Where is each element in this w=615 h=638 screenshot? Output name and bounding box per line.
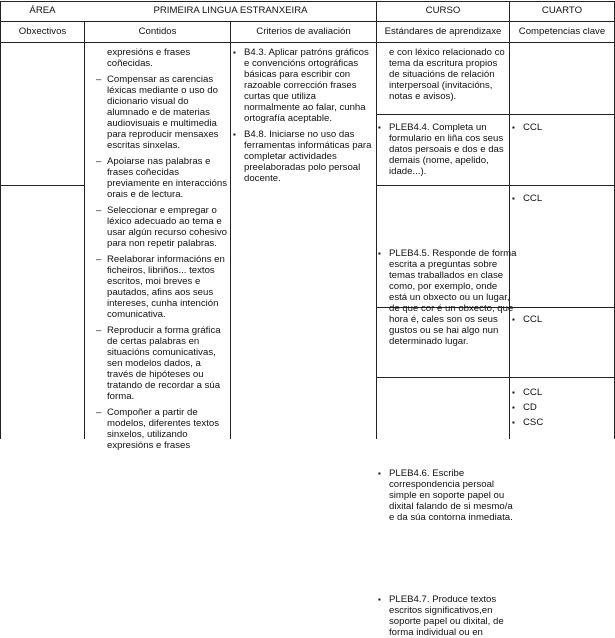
competence-item: ▪ CSC	[512, 415, 612, 430]
competence-item: ▪ CCL	[512, 122, 612, 133]
competence-item: ▪ CD	[512, 400, 612, 415]
rule-col4	[509, 1, 510, 439]
contents-cell	[96, 47, 228, 451]
rule-col2	[230, 21, 231, 439]
area-value: PRIMEIRA LINGUA ESTRANXEIRA	[153, 5, 308, 16]
competence-item: ▪ CCL	[512, 385, 612, 400]
competences-cell	[512, 193, 612, 204]
contents-item: – Reproducir a forma gráfica de certas palabras en situacións comunicativas, sen modelos dados, a través de hipóteses ou tratando de recordar a súa forma.	[96, 325, 228, 402]
col-competences: Competencias clave	[518, 26, 606, 37]
rule-std-2	[376, 185, 615, 186]
contents-item: – Compoñer a partir de modelos, diferentes textos sinxelos, utilizando expresións e frases	[96, 407, 228, 451]
rule-top	[0, 1, 615, 2]
col-standards: Estándares de aprendizaxe	[384, 26, 502, 37]
col-criteria: Criterios de avaliación	[256, 26, 351, 37]
criteria-item: ▪ B4.3. Aplicar patróns gráficos e convencións ortográficas básicas para escribir con razoable corrección frases curtas que utiliza normalmente ao falar, cunha ortografía aceptable.	[233, 47, 373, 124]
col-objectives: Obxectivos	[18, 26, 67, 37]
contents-continuation: expresións e frases coñecidas.	[107, 47, 191, 69]
rule-left	[0, 1, 1, 439]
rule-col1	[84, 21, 85, 439]
competence-item: ▪ CCL	[512, 314, 612, 325]
contents-item: – Compensar as carencias léxicas mediante o uso do dicionario visual do alumnado e de materias audiovisuais e multimedia para reproducir mensaxes escritas sinxelas.	[96, 74, 228, 151]
contents-item: – Seleccionar e empregar o léxico adecuado ao tema e usar algún recurso cohesivo para non repetir palabras.	[96, 205, 228, 249]
rule-objectives-split	[0, 185, 84, 186]
col-contents: Contidos	[138, 26, 177, 37]
criteria-item: ▪ B4.8. Iniciarse no uso das ferramentas informáticas para completar actividades preelaboradas polo persoal docente.	[233, 129, 373, 184]
course-label: CURSO	[425, 5, 461, 16]
competences-cell	[512, 314, 612, 325]
rule-header	[0, 21, 615, 22]
rule-subheader	[0, 42, 615, 43]
contents-item: – Reelaborar informacións en ficheiros, libriños... textos escritos, moi breves e pautados, afins aos seus intereses, cunha intención comunicativa.	[96, 254, 228, 320]
criteria-cell	[233, 47, 373, 189]
standard-item: ▪ PLEB4.6. Escribe correspondencia persoal simple en soporte papel ou dixital falando de si mesmo/a e da súa contorna inmediata.	[378, 468, 518, 523]
course-value: CUARTO	[541, 5, 583, 16]
standard-item: ▪ PLEB4.7. Produce textos escritos significativos,en soporte papel ou dixital, de forma individual ou en	[378, 594, 518, 638]
rule-col3	[376, 1, 377, 439]
standard-item: ▪ PLEB4.5. Responde de forma escrita a preguntas sobre temas traballados en clase como, por exemplo, onde está un obxecto ou un lugar, de que cor é un obxecto, que hora é, cales son os seus gustos ou se hai algo nun determinado lugar.	[378, 248, 518, 347]
standard-continuation: e con léxico relacionado co tema da escritura propios de situacións de relación interpersoal (invitacións, notas e avisos).	[389, 47, 505, 102]
competences-cell	[512, 385, 612, 430]
area-label: ÁREA	[29, 5, 56, 16]
competence-item: ▪ CCL	[512, 193, 612, 204]
rule-std-4	[376, 377, 615, 378]
standard-item: ▪ PLEB4.4. Completa un formulario en liña cos seus datos persoais e dos e das demais (nome, apelido, idade...).	[378, 122, 518, 177]
competences-cell	[512, 122, 612, 133]
rule-std-1	[376, 114, 615, 115]
contents-item: – Apoiarse nas palabras e frases coñecidas previamente en interaccións orais e de lectura.	[96, 156, 228, 200]
